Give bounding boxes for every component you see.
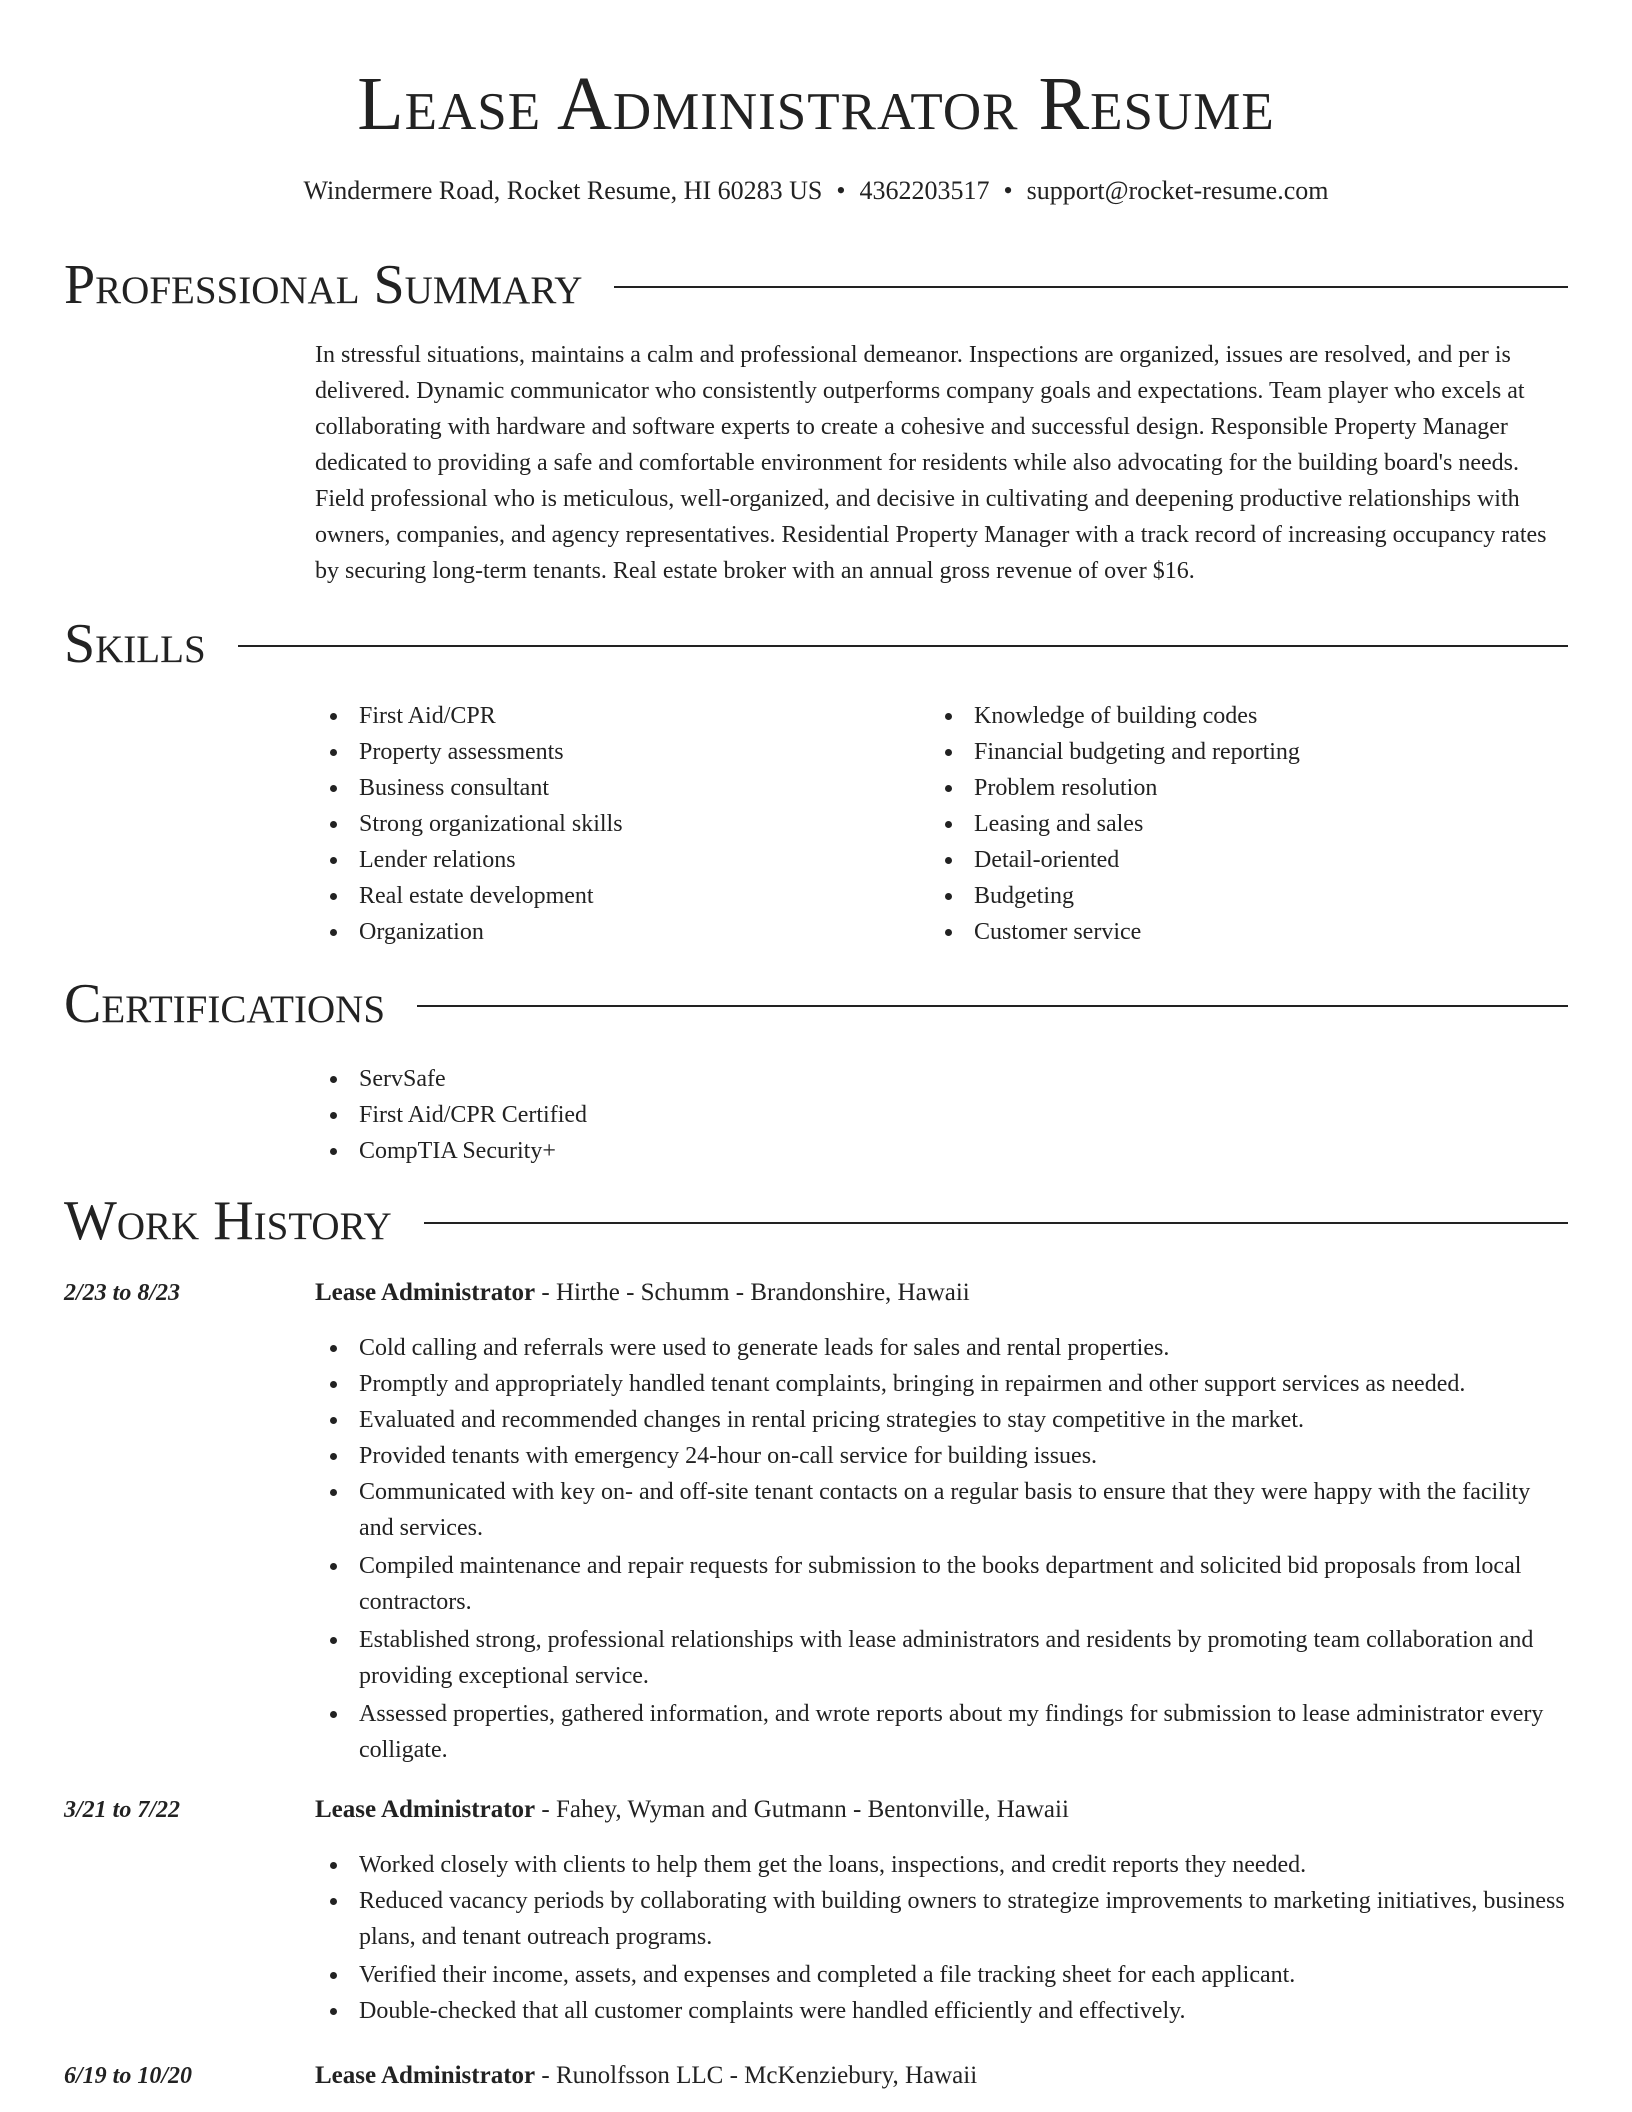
contact-separator: • — [1003, 176, 1013, 205]
contact-line — [0, 174, 1632, 208]
section-title-summary: Professional Summary — [64, 254, 583, 316]
certification-item: ServSafe — [315, 1061, 1115, 1097]
section-title-certifications: Certifications — [64, 973, 386, 1035]
section-divider — [417, 1005, 1568, 1007]
job-bullet: Double-checked that all customer complaints were handled efficiently and effectively. — [315, 1993, 1568, 2029]
section-heading-summary — [64, 252, 1568, 318]
job-role: Lease Administrator — [315, 1796, 536, 1823]
skill-item: Knowledge of building codes — [930, 698, 1550, 734]
job-bullet: Compiled maintenance and repair requests for submission to the books department and solicited bid proposals from local contractors. — [315, 1548, 1568, 1620]
job-details: - Hirthe - Schumm - Brandonshire, Hawaii — [535, 1279, 970, 1306]
job-bullet: Verified their income, assets, and expenses and completed a file tracking sheet for each applicant. — [315, 1957, 1568, 1993]
contact-separator: • — [836, 176, 846, 205]
job-role: Lease Administrator — [315, 1279, 536, 1306]
summary-text: In stressful situations, maintains a calm and professional demeanor. Inspections are organized, issues are resolved, and per is delivered. Dynamic communicator who consistently outperforms company goals and expectations. Team player who excels at collaborating with hardware and software experts to create a cohesive and successful design. Responsible Property Manager dedicated to providing a safe and comfortable environment for residents while also advocating for the building board's needs. Field professional who is meticulous, well-organized, and decisive in cultivating and deepening productive relationships with owners, companies, and agency representatives. Residential Property Manager with a track record of increasing occupancy rates by securing long-term tenants. Real estate broker with an annual gross revenue of over $16. — [315, 342, 1547, 584]
job-bullet: Promptly and appropriately handled tenant complaints, bringing in repairmen and other support services as needed. — [315, 1366, 1568, 1402]
skills-list-left — [315, 698, 895, 950]
job-dates: 6/19 to 10/20 — [64, 2063, 193, 2089]
skills-list-right — [930, 698, 1550, 950]
job-bullet-list — [315, 1330, 1568, 1768]
job-bullet: Established strong, professional relationships with lease administrators and residents by promoting team collaboration and providing exceptional service. — [315, 1622, 1568, 1694]
skill-item: First Aid/CPR — [315, 698, 895, 734]
job-role: Lease Administrator — [315, 2062, 536, 2089]
section-heading-skills — [64, 611, 1568, 677]
job-bullet: Worked closely with clients to help them get the loans, inspections, and credit reports they needed. — [315, 1847, 1568, 1883]
job-details: - Runolfsson LLC - McKenziebury, Hawaii — [535, 2062, 978, 2089]
section-title-skills: Skills — [64, 613, 206, 675]
contact-address: Windermere Road, Rocket Resume, HI 60283 US — [303, 176, 823, 205]
certification-item: CompTIA Security+ — [315, 1133, 1115, 1169]
section-heading-work-history — [64, 1188, 1568, 1254]
skill-item: Organization — [315, 914, 895, 950]
job-bullet: Provided tenants with emergency 24-hour on-call service for building issues. — [315, 1438, 1568, 1474]
job-header — [315, 1792, 1069, 1828]
section-heading-certifications — [64, 971, 1568, 1037]
job-bullet: Communicated with key on- and off-site tenant contacts on a regular basis to ensure that they were happy with the facility and services. — [315, 1474, 1568, 1546]
skill-item: Strong organizational skills — [315, 806, 895, 842]
job-header — [315, 2058, 977, 2094]
job-bullet: Cold calling and referrals were used to generate leads for sales and rental properties. — [315, 1330, 1568, 1366]
contact-phone: 4362203517 — [859, 176, 990, 205]
certifications-list — [315, 1061, 1115, 1169]
skill-item: Detail-oriented — [930, 842, 1550, 878]
job-header — [315, 1275, 970, 1311]
skill-item: Problem resolution — [930, 770, 1550, 806]
job-dates: 2/23 to 8/23 — [64, 1280, 181, 1306]
skill-item: Lender relations — [315, 842, 895, 878]
section-divider — [238, 645, 1568, 647]
skill-item: Financial budgeting and reporting — [930, 734, 1550, 770]
job-details: - Fahey, Wyman and Gutmann - Bentonville, Hawaii — [535, 1796, 1069, 1823]
skill-item: Business consultant — [315, 770, 895, 806]
job-bullet: Assessed properties, gathered information, and wrote reports about my findings for submission to lease administrator every colligate. — [315, 1696, 1568, 1768]
section-divider — [614, 286, 1568, 288]
skill-item: Budgeting — [930, 878, 1550, 914]
section-title-work-history: Work History — [64, 1190, 392, 1252]
skill-item: Customer service — [930, 914, 1550, 950]
skill-item: Real estate development — [315, 878, 895, 914]
skill-item: Property assessments — [315, 734, 895, 770]
job-dates: 3/21 to 7/22 — [64, 1797, 181, 1823]
job-bullet: Reduced vacancy periods by collaborating with building owners to strategize improvements to marketing initiatives, business plans, and tenant outreach programs. — [315, 1883, 1568, 1955]
job-bullet-list — [315, 1847, 1568, 2029]
resume-title: Lease Administrator Resume — [357, 62, 1275, 146]
job-bullet: Evaluated and recommended changes in rental pricing strategies to stay competitive in the market. — [315, 1402, 1568, 1438]
section-divider — [424, 1222, 1568, 1224]
skill-item: Leasing and sales — [930, 806, 1550, 842]
certification-item: First Aid/CPR Certified — [315, 1097, 1115, 1133]
contact-email[interactable]: support@rocket-resume.com — [1026, 176, 1329, 205]
